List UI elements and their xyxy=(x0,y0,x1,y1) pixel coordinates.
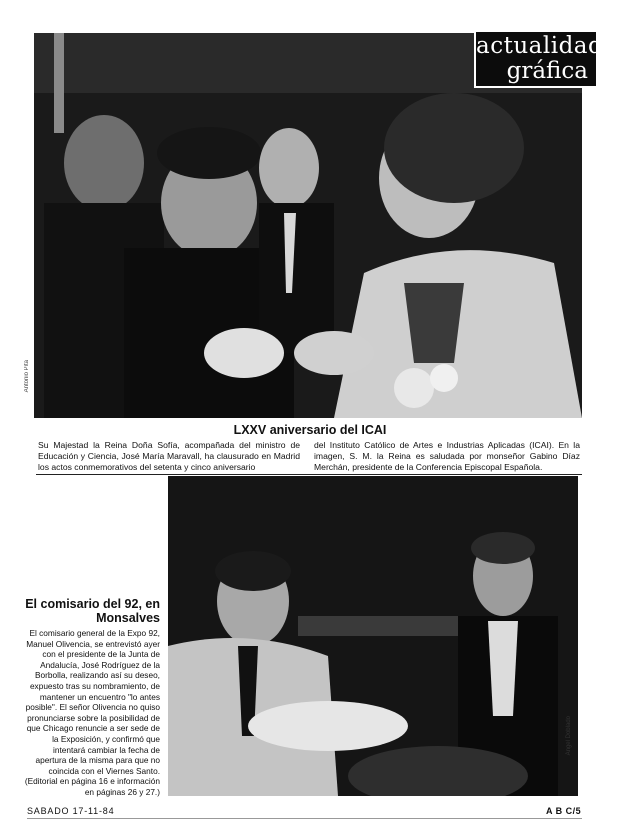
caption-text-left: Su Majestad la Reina Doña Sofía, acompañada del ministro de Educación y Ciencia, José María Maravall, ha clausurado en Madrid los actos conmemorativos del setenta y cinco aniversario xyxy=(38,440,300,472)
footer-date: SABADO 17-11-84 xyxy=(27,806,115,816)
side-story-body: El comisario general de la Expo 92, Manuel Olivencia, se entrevistó ayer con el presidente de la Junta de Andalucía, José Rodríguez de la Borbolla, realizando así su deseo, expuesto tras su nombramiento, de mantener un encuentro "lo antes posible". El señor Olivencia no quiso pronunciarse sobre la posibilidad de que Chicago renuncie a ser sede de la Exposición, y confirmó que intentará cambiar la fecha de apertura de la misma para que no coincida con el Viernes Santo. (Editorial en página 16 e información en páginas 26 y 27.) xyxy=(24,628,160,797)
footer-page: A B C/5 xyxy=(546,806,582,816)
caption-title: LXXV aniversario del ICAI xyxy=(233,423,387,437)
top-photo xyxy=(34,33,582,418)
top-photo-image xyxy=(34,33,582,418)
photo-credit: Antonio Pita xyxy=(24,360,30,393)
section-banner-line1: actualidad xyxy=(476,33,604,59)
side-story-title: El comisario del 92, en Monsalves xyxy=(25,597,160,625)
bottom-photo xyxy=(168,476,578,796)
caption-text-right: del Instituto Católico de Artes e Industrias Aplicadas (ICAI). En la imagen, S. M. la Reina es saludada por monseñor Gabino Díaz Merchán, presidente de la Conferencia Episcopal Española. xyxy=(314,440,580,472)
photo-credit-bottom: Ángel Doblado xyxy=(566,716,572,756)
footer-divider xyxy=(27,818,582,819)
divider xyxy=(36,474,582,475)
bottom-photo-image xyxy=(168,476,578,796)
section-banner xyxy=(474,30,604,88)
section-banner-line2: gráfica xyxy=(506,58,588,84)
